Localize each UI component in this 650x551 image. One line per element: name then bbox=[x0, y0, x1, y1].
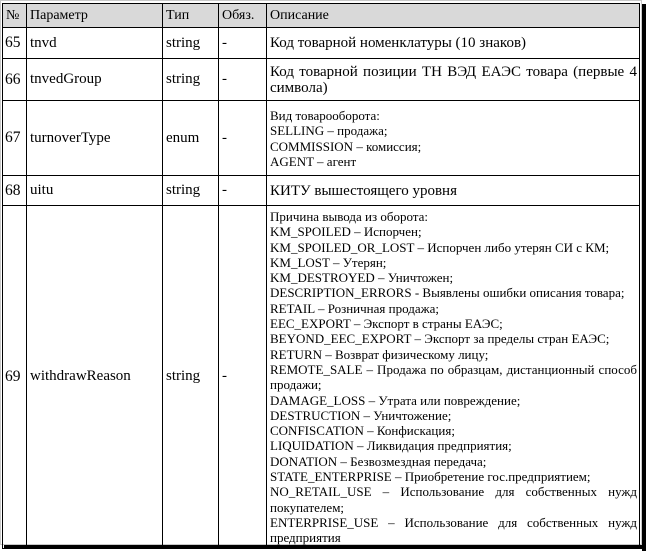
row-type: string bbox=[163, 176, 219, 206]
description-line: COMMISSION – комиссия; bbox=[270, 138, 422, 154]
header-number: № bbox=[3, 4, 27, 28]
table-row bbox=[3, 59, 640, 101]
description-line: AGENT – агент bbox=[270, 153, 357, 169]
description-line: REMOTE_SALE – Продажа по образцам, дистанционный способ продажи; bbox=[270, 361, 637, 393]
row-type: string bbox=[163, 206, 219, 549]
header-description: Описание bbox=[267, 4, 640, 28]
row-description: Код товарной номенклатуры (10 знаков) bbox=[267, 28, 640, 59]
row-description: КИТУ вышестоящего уровня bbox=[267, 176, 640, 206]
row-description bbox=[267, 101, 640, 176]
header-parameter: Параметр bbox=[27, 4, 163, 28]
parameters-table bbox=[2, 3, 640, 549]
row-type: string bbox=[163, 28, 219, 59]
description-line: DESTRUCTION – Уничтожение; bbox=[270, 407, 452, 423]
description-line: DESCRIPTION_ERRORS - Выявлены ошибки описания товара; bbox=[270, 285, 625, 301]
description-line: ENTERPRISE_USE – Использование для собственных нужд предприятия bbox=[270, 514, 637, 546]
row-parameter: uitu bbox=[27, 176, 163, 206]
row-number: 65 bbox=[3, 28, 27, 59]
table-row bbox=[3, 101, 640, 176]
table-row bbox=[3, 206, 640, 549]
description-line: KM_SPOILED_OR_LOST – Испорчен либо утерян СИ с КМ; bbox=[270, 239, 610, 255]
description-line: DAMAGE_LOSS – Утрата или повреждение; bbox=[270, 392, 521, 408]
row-type: enum bbox=[163, 101, 219, 176]
row-required: - bbox=[219, 59, 267, 101]
row-parameter: withdrawReason bbox=[27, 206, 163, 549]
row-description: Код товарной позиции ТН ВЭД ЕАЭС товара (первые 4 символа) bbox=[267, 59, 640, 101]
description-line: RETAIL – Розничная продажа; bbox=[270, 300, 439, 316]
description-line: DONATION – Безвозмездная передача; bbox=[270, 453, 487, 469]
header-required: Обяз. bbox=[219, 4, 267, 28]
table-row bbox=[3, 176, 640, 206]
description-line: RETURN – Возврат физическому лицу; bbox=[270, 346, 489, 362]
description-line: KM_LOST – Утерян; bbox=[270, 254, 387, 270]
description-line: KM_SPOILED – Испорчен; bbox=[270, 224, 422, 240]
description-line: Вид товарооборота: bbox=[270, 107, 380, 123]
row-parameter: turnoverType bbox=[27, 101, 163, 176]
row-number: 66 bbox=[3, 59, 27, 101]
row-number: 67 bbox=[3, 101, 27, 176]
page-shadow-right bbox=[642, 4, 646, 551]
description-line: Причина вывода из оборота: bbox=[270, 209, 429, 224]
description-line: EEC_EXPORT – Экспорт в страны ЕАЭС; bbox=[270, 316, 503, 332]
row-type: string bbox=[163, 59, 219, 101]
row-parameter: tnvd bbox=[27, 28, 163, 59]
row-number: 69 bbox=[3, 206, 27, 549]
row-required: - bbox=[219, 206, 267, 549]
table-header-row bbox=[3, 4, 640, 28]
description-line: KM_DESTROYED – Уничтожен; bbox=[270, 270, 454, 286]
row-parameter: tnvedGroup bbox=[27, 59, 163, 101]
description-line: STATE_ENTERPRISE – Приобретение гос.предприятием; bbox=[270, 469, 591, 485]
description-line: CONFISCATION – Конфискация; bbox=[270, 423, 455, 439]
row-required: - bbox=[219, 176, 267, 206]
header-type: Тип bbox=[163, 4, 219, 28]
row-description bbox=[267, 206, 640, 549]
row-number: 68 bbox=[3, 176, 27, 206]
table-row bbox=[3, 28, 640, 59]
row-required: - bbox=[219, 28, 267, 59]
description-line: NO_RETAIL_USE – Использование для собственных нужд покупателем; bbox=[270, 484, 637, 515]
row-required: - bbox=[219, 101, 267, 176]
description-line: BEYOND_EEC_EXPORT – Экспорт за пределы стран ЕАЭС; bbox=[270, 331, 610, 347]
description-line: LIQUIDATION – Ликвидация предприятия; bbox=[270, 438, 512, 454]
description-line: SELLING – продажа; bbox=[270, 123, 388, 139]
